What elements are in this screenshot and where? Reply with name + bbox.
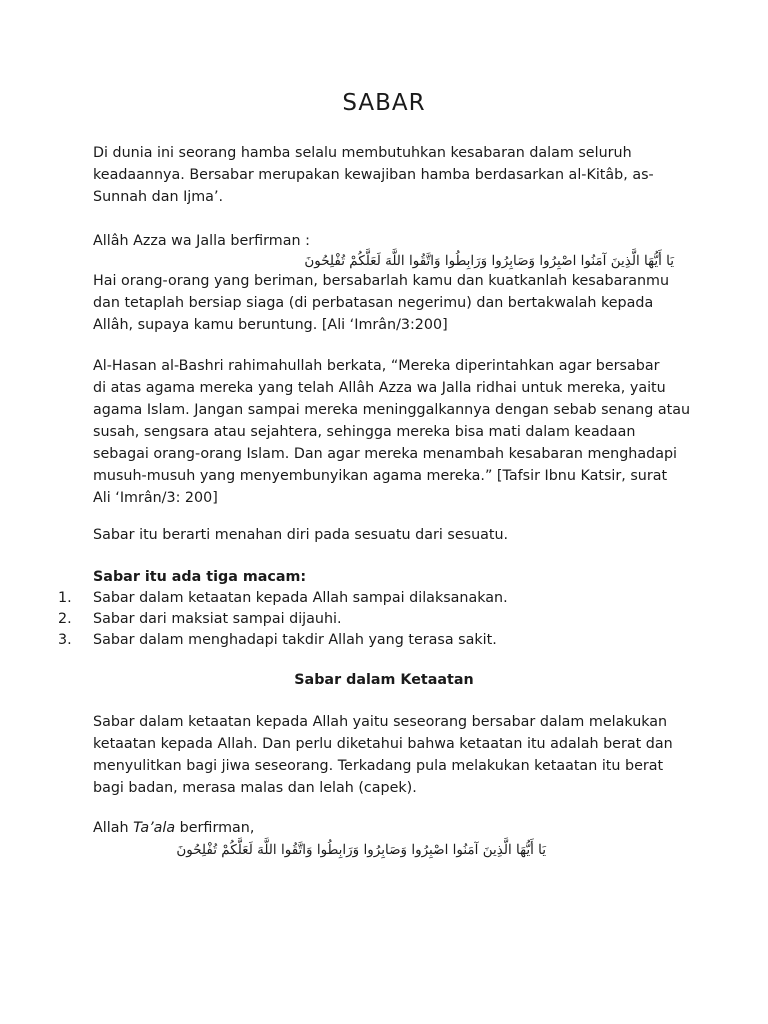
para1-line: Sunnah dan Ijma’. <box>93 189 224 205</box>
list-item: Sabar dalam ketaatan kepada Allah sampai dilaksanakan. <box>93 590 508 606</box>
para3-line: ketaatan kepada Allah. Dan perlu diketahui bahwa ketaatan itu adalah berat dan <box>93 736 673 752</box>
arabic-verse: يَا أَيُّهَا الَّذِينَ آمَنُوا اصْبِرُوا وَصَابِرُوا وَرَابِطُوا وَاتَّقُوا اللَّهَ لَعَلَّكُمْ تُفْلِحُونَ <box>304 253 674 269</box>
list-number: 2. <box>58 611 72 627</box>
para3-line: menyulitkan bagi jiwa seseorang. Terkadang pula melakukan ketaatan itu berat <box>93 758 664 774</box>
firman2-italic: Ta’ala <box>133 820 176 836</box>
para2-line: agama Islam. Jangan sampai mereka meninggalkannya dengan sebab senang atau <box>93 402 691 418</box>
section-heading: Sabar dalam Ketaatan <box>294 672 474 688</box>
firman2-suffix: berfirman, <box>175 820 255 836</box>
para1-line: keadaannya. Bersabar merupakan kewajiban hamba berdasarkan al-Kitâb, as- <box>93 167 654 183</box>
firman2-line <box>93 818 254 838</box>
translation-line: dan tetaplah bersiap siaga (di perbatasan negerimu) dan bertakwalah kepada <box>93 295 654 311</box>
para3-line: Sabar dalam ketaatan kepada Allah yaitu seseorang bersabar dalam melakukan <box>93 714 668 730</box>
list-item: Sabar dalam menghadapi takdir Allah yang terasa sakit. <box>93 632 497 648</box>
list-heading: Sabar itu ada tiga macam: <box>93 569 307 585</box>
para1-line: Di dunia ini seorang hamba selalu membutuhkan kesabaran dalam seluruh <box>93 145 632 161</box>
list-item: Sabar dari maksiat sampai dijauhi. <box>93 611 342 627</box>
para3-line: bagi badan, merasa malas dan lelah (capek). <box>93 780 417 796</box>
list-number: 3. <box>58 632 72 648</box>
para2-line: susah, sengsara atau sejahtera, sehingga mereka bisa mati dalam keadaan <box>93 424 636 440</box>
translation-line: Allâh, supaya kamu beruntung. [Ali ‘Imrân/3:200] <box>93 317 448 333</box>
para2-line: Ali ‘Imrân/3: 200] <box>93 490 218 506</box>
list-number: 1. <box>58 590 72 606</box>
page-title: SABAR <box>342 90 426 116</box>
para2-line: Al-Hasan al-Bashri rahimahullah berkata, “Mereka diperintahkan agar bersabar <box>93 358 660 374</box>
para2-line: musuh-musuh yang menyembunyikan agama mereka.” [Tafsir Ibnu Katsir, surat <box>93 468 668 484</box>
para2-line: sebagai orang-orang Islam. Dan agar mereka menambah kesabaran menghadapi <box>93 446 678 462</box>
definition: Sabar itu berarti menahan diri pada sesuatu dari sesuatu. <box>93 527 509 543</box>
firman-intro: Allâh Azza wa Jalla berfirman : <box>93 233 310 249</box>
translation-line: Hai orang-orang yang beriman, bersabarlah kamu dan kuatkanlah kesabaranmu <box>93 273 670 289</box>
arabic-verse-2: يَا أَيُّهَا الَّذِينَ آمَنُوا اصْبِرُوا وَصَابِرُوا وَرَابِطُوا وَاتَّقُوا اللَّهَ لَعَلَّكُمْ تُفْلِحُونَ <box>176 842 546 858</box>
firman2-prefix: Allah <box>93 820 134 836</box>
para2-line: di atas agama mereka yang telah Allâh Azza wa Jalla ridhai untuk mereka, yaitu <box>93 380 666 396</box>
